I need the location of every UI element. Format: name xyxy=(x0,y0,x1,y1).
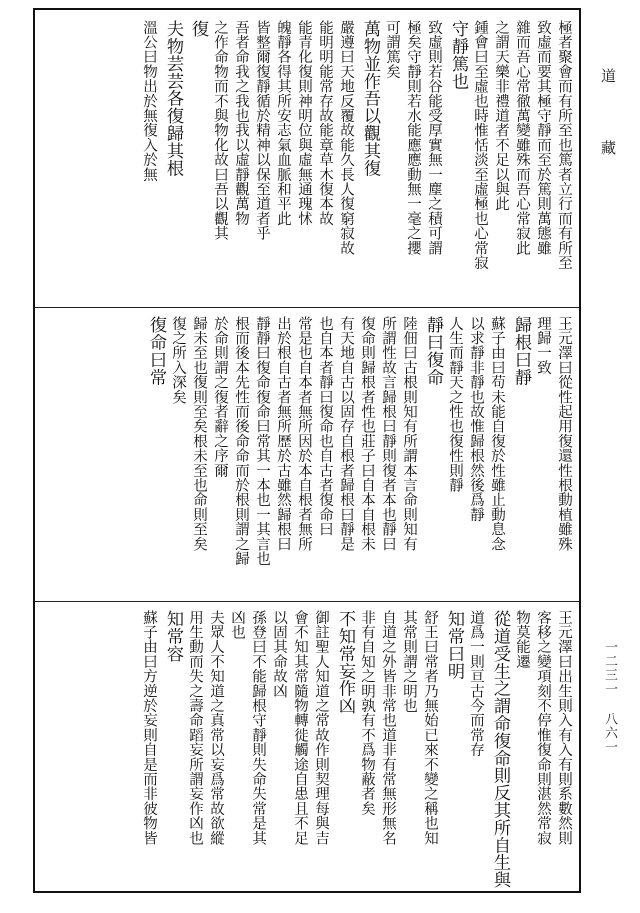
middle-column-10: 復命則歸根者性也莊子曰自本自根未 xyxy=(359,316,375,552)
upper-column-9: 可謂篤矣 xyxy=(384,20,400,79)
lower-text-block xyxy=(35,610,571,890)
upper-text-block xyxy=(35,20,571,302)
lower-column-5: 道爲一則亘古今而常存 xyxy=(468,610,484,757)
upper-column-4: 之謂天樂非禮道者不足以與此 xyxy=(493,20,509,212)
middle-column-8: 陸佃曰古根則知有所謂本言命則知有 xyxy=(401,316,417,552)
lower-column-16: 凶也 xyxy=(229,610,245,640)
lower-column-10: 非有自知之明孰有不爲物蔽者矣 xyxy=(359,610,375,816)
lower-column-15: 孫登曰不能歸根守靜則失命失常是其 xyxy=(250,610,266,846)
section-divider-1 xyxy=(35,307,579,308)
upper-column-19: 夫物芸芸各復歸其根 xyxy=(163,20,183,177)
upper-column-7: 致虛則若谷能受厚實無一塵之積可謂 xyxy=(426,20,442,256)
collection-title: 道 xyxy=(599,68,617,85)
section-title: 藏 xyxy=(599,140,617,157)
upper-column-2: 致虛而要其極守靜而至於篤則萬態雖 xyxy=(535,20,551,256)
middle-column-3: 歸根曰靜 xyxy=(511,316,531,386)
lower-column-13: 會不知其常隨物轉徙觸途自患且不足 xyxy=(292,610,308,846)
middle-column-7: 靜曰復命 xyxy=(423,316,443,386)
lower-column-19: 知常容 xyxy=(163,610,183,663)
middle-column-13: 常是也自本者無所因於本自根者無所 xyxy=(296,316,312,552)
upper-column-14: 魄靜各得其所安志氣血脈和平此 xyxy=(275,20,291,226)
upper-column-1: 極者聚會而有所至也篤者立行而有所至 xyxy=(556,20,572,270)
middle-column-20: 復命曰常 xyxy=(146,316,166,386)
upper-column-11: 嚴遵曰天地反覆故能久長人復窮寂故 xyxy=(338,20,354,256)
lower-column-14: 以固其命故凶 xyxy=(271,610,287,699)
upper-column-5: 鍾會曰至虛也時惟恬淡至虛極也心常寂 xyxy=(472,20,488,270)
lower-column-4: 從道受生之謂命復命則反其所自生與 xyxy=(490,610,510,889)
upper-column-18: 復 xyxy=(188,20,208,38)
lower-column-18: 用生動而失之壽命蹈妄所謂妄作凶也 xyxy=(187,610,203,846)
middle-text-block xyxy=(35,316,571,598)
upper-column-17: 之作命物而不與物化故曰吾以觀其 xyxy=(212,20,228,241)
middle-column-12: 也自本者靜曰復命也自古者復命曰 xyxy=(317,316,333,537)
lower-column-1: 王元澤曰出生則入有入有則系數然則 xyxy=(556,610,572,846)
middle-column-15: 靜靜曰復命復命曰常其一本也一其言也 xyxy=(254,316,270,566)
upper-column-8: 極矣守靜則若水能應應動無一毫之攖 xyxy=(405,20,421,256)
middle-column-1: 王元澤曰從性起用復還性根動植雖殊 xyxy=(556,316,572,552)
lower-column-2: 客移之變項刻不停惟復命則湛然常寂 xyxy=(535,610,551,846)
upper-column-15: 皆整爾復靜循於精神以保至道者乎 xyxy=(254,20,270,241)
section-divider-2 xyxy=(35,601,579,602)
page-number: 一二三一 八六一 xyxy=(602,640,617,754)
lower-column-11: 不知常妄作凶 xyxy=(335,610,355,715)
upper-column-12: 能明明能常存故能章草木復本故 xyxy=(317,20,333,226)
middle-column-16: 根而後本先性而後命命而於根則謂之歸 xyxy=(233,316,249,566)
middle-column-11: 有天地自古以固存自根者歸根曰靜是 xyxy=(338,316,354,552)
middle-column-17: 於命則謂之復者辭之序爾 xyxy=(212,316,228,478)
middle-column-5: 以求靜非靜也故惟歸根然後爲靜 xyxy=(468,316,484,522)
lower-column-20: 蘇子由曰方逆於妄則自是而非彼物皆 xyxy=(141,610,157,846)
upper-column-16: 吾者命我之我也我以虛靜觀萬物 xyxy=(233,20,249,226)
lower-column-6: 知常曰明 xyxy=(444,610,464,680)
upper-column-6: 守靜篤也 xyxy=(448,20,468,90)
middle-column-2: 理歸一致 xyxy=(535,316,551,375)
middle-column-9: 所謂性故言歸根曰靜則復者本也靜曰 xyxy=(380,316,396,552)
middle-column-6: 人生而靜天之性也復性則靜 xyxy=(447,316,463,493)
lower-column-3: 物莫能遷 xyxy=(514,610,530,669)
upper-column-10: 萬物並作吾以觀其復 xyxy=(360,20,380,177)
lower-column-8: 其常則謂之明也 xyxy=(401,610,417,713)
lower-column-12: 御註聖人知道之常故作則契理每與吉 xyxy=(313,610,329,846)
lower-column-9: 自道之外皆非常也道非有常無形無名 xyxy=(380,610,396,846)
middle-column-4: 蘇子由曰苟未能自復於性雖止動息念 xyxy=(489,316,505,552)
middle-column-19: 復之所入深矣 xyxy=(170,316,186,405)
page-frame xyxy=(33,8,581,893)
middle-column-18: 歸未至也復則至矣根未至也命則至矣 xyxy=(191,316,207,552)
upper-column-13: 能青化復則神明位與虛無通瑰怵 xyxy=(296,20,312,226)
lower-column-7: 舒王曰常者乃無始已來不變之稱也知 xyxy=(422,610,438,846)
upper-column-3: 雜而吾心常徹萬變雖殊而吾心常寂此 xyxy=(514,20,530,256)
lower-column-17: 夫眾人不知道之真常以妄爲常故欲縱 xyxy=(208,610,224,846)
middle-column-14: 出於根自古者無所歷於古雖然歸根曰 xyxy=(275,316,291,552)
upper-column-20: 溫公曰物出於無復入於無 xyxy=(141,20,157,182)
